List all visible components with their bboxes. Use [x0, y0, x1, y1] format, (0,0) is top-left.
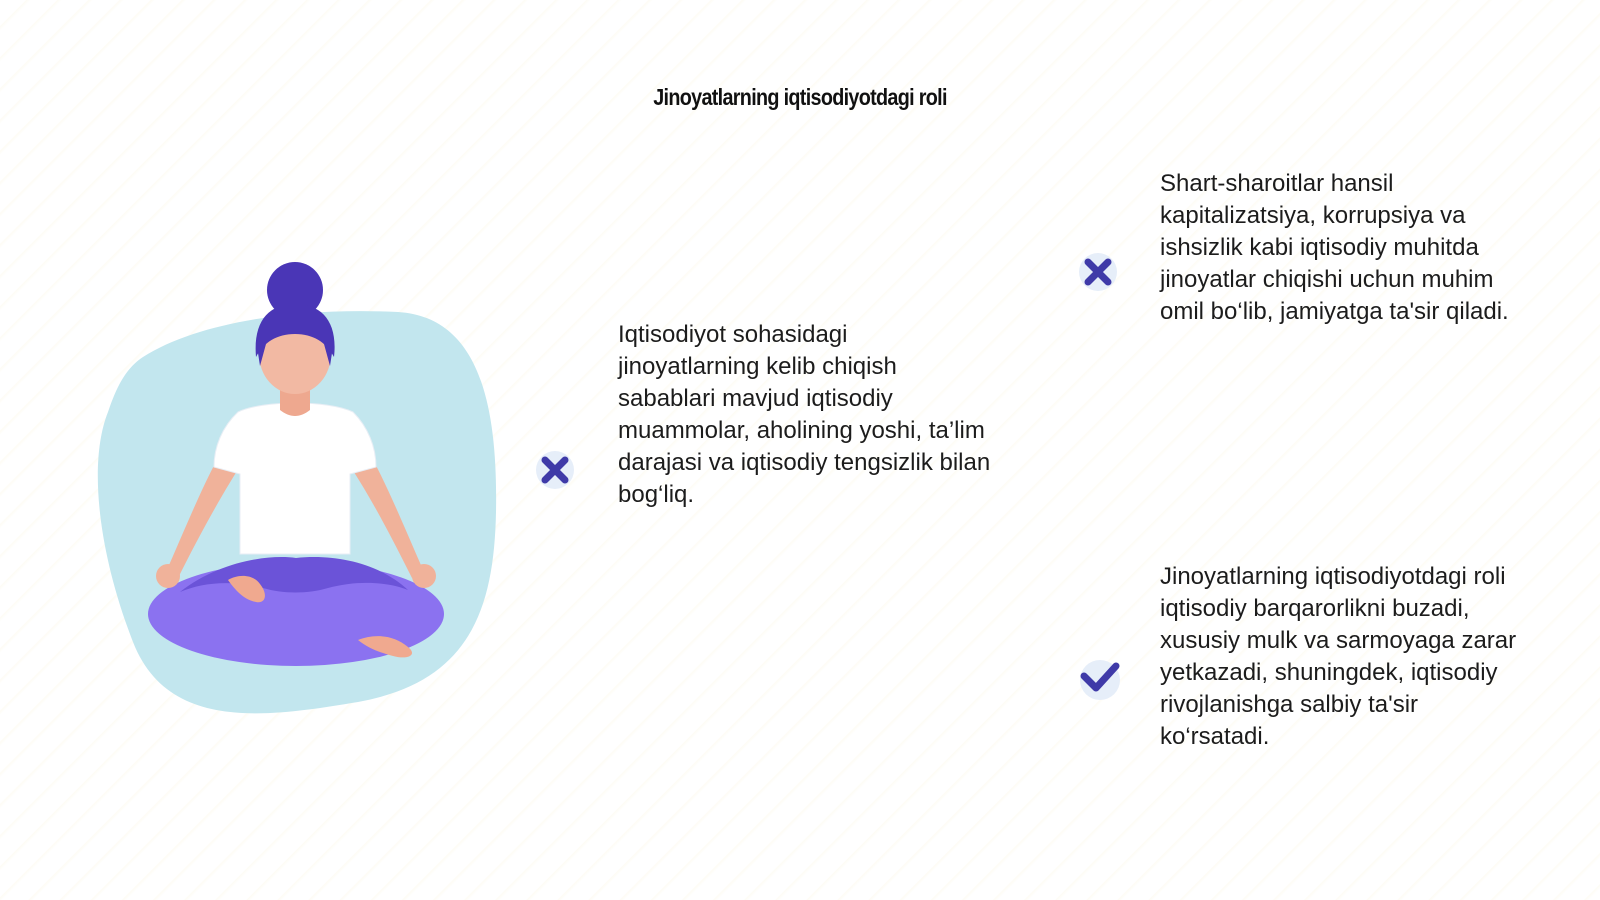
item-text-causes: Iqtisodiyot sohasidagi jinoyatlarning kelib chiqish sabablari mavjud iqtisodiy muammolar, aholining yoshi, ta’lim darajasi va iqtisodiy tengsizlik bilan bog‘liq.: [618, 321, 991, 508]
x-mark-icon: [1078, 250, 1126, 298]
slide-title: Jinoyatlarning iqtisodiyotdagi roli: [653, 84, 947, 110]
item-text-conditions: Shart-sharoitlar hansil kapitalizatsiya, korrupsiya va ishsizlik kabi iqtisodiy muhitda jinoyatlar chiqishi uchun muhim omil bo‘lib, jamiyatga ta'sir qiladi.: [1160, 170, 1509, 325]
item-text-role: Jinoyatlarning iqtisodiyotdagi roli iqtisodiy barqarorlikni buzadi, xususiy mulk va sarmoyaga zarar yetkazadi, shuningdek, iqtisodiy rivojlanishga salbiy ta'sir ko‘rsatadi.: [1160, 563, 1517, 750]
check-mark-icon: [1078, 658, 1126, 706]
x-mark-icon: [535, 448, 583, 496]
meditating-woman-illustration: [88, 262, 508, 732]
